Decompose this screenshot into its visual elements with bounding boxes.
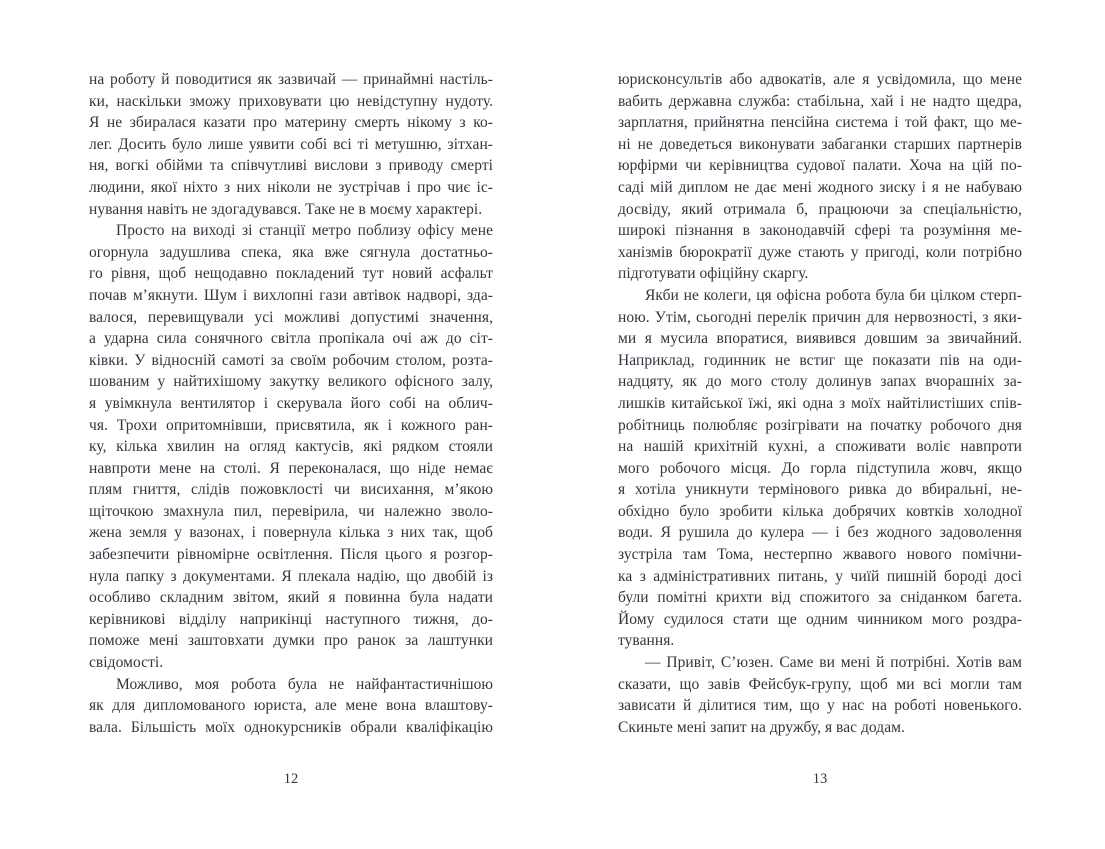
text-line: юрисконсультів або адвокатів, але я усвідомила, що мене: [618, 71, 1022, 88]
text-line: я увімкнула вентилятор і скерувала його собі на облич-: [89, 394, 493, 412]
text-line: керівникові відділу наприкінці наступного тижня, до-: [89, 610, 493, 628]
text-line: плям гниття, слідів пожовклості чи висихання, м’якою: [89, 481, 493, 499]
text-line: підготувати офіційну скаргу.: [618, 265, 809, 283]
text-line: мого робочого місця. До горла підступила жовч, якщо: [618, 459, 1022, 477]
text-line: юрфірми чи керівництва судової палати. Хоча на цій по-: [618, 157, 1022, 175]
text-line: ми я мусила впоратися, виявився довшим за звичайний.: [618, 330, 1022, 348]
text-line: Йому судилося стати ще одним чинником мого роздра-: [618, 610, 1022, 628]
text-line: ханізмів бюрократії дуже стають у пригоді, коли потрібно: [618, 243, 1022, 261]
text-line: Просто на виході зі станції метро поблизу офісу мене: [116, 222, 493, 240]
page-right-text: [618, 69, 1022, 738]
page-right: [618, 69, 1022, 787]
page-right-number: 13: [812, 771, 828, 788]
text-line: зарплатня, прийнятна пенсійна система і той факт, що ме-: [618, 114, 1022, 132]
text-line: людини, якої ніхто з них ніколи не зустрічав і про чиє іс-: [89, 178, 493, 196]
page-left: [89, 69, 493, 787]
text-line: ки, наскільки зможу приховувати цю невідступну нудоту.: [89, 92, 493, 110]
text-line: нула папку з документами. Я плекала надію, що двобій із: [89, 567, 493, 585]
text-line: Якби не колеги, ця офісна робота була би цілком стерп-: [645, 286, 1022, 304]
text-line: шованим у найтихішому закутку великого офісного залу,: [89, 373, 493, 391]
text-line: особливо складним звітом, який я повинна була надати: [89, 589, 493, 607]
text-line: я хотіла уникнути термінового ривка до вбиральні, не-: [618, 481, 1022, 499]
text-line: — Привіт, С’юзен. Саме ви мені й потрібні. Хотів вам: [645, 654, 1022, 672]
text-line: почав м’якнути. Шум і вихлопні гази автівок надворі, зда-: [89, 286, 493, 304]
text-line: го рівня, щоб нещодавно покладений тут новий асфальт: [89, 265, 493, 283]
text-line: ня, вогкі обійми та співчутливі вислови з приводу смерті: [89, 157, 493, 175]
text-line: як для дипломованого юриста, але мене вона влаштову-: [89, 697, 493, 715]
text-line: досвіду, який отримала б, працюючи за спеціальністю,: [618, 200, 1022, 218]
text-line: на роботу й поводитися як зазвичай — принаймні настіль-: [89, 71, 493, 88]
text-line: води. Я рушила до кулера — і без жодного задоволення: [618, 524, 1022, 542]
text-line: Скиньте мені запит на дружбу, я вас додам.: [618, 718, 905, 736]
text-line: ною. Утім, сьогодні перелік причин для нервозності, з яки-: [618, 308, 1022, 326]
text-line: лег. Досить було лише уявити собі всі ті метушню, зітхан-: [89, 135, 493, 153]
text-line: тування.: [618, 632, 675, 650]
text-line: а ударна сила сонячного світла пропікала очі аж до сіт-: [89, 330, 493, 348]
text-line: вала. Більшість моїх однокурсників обрали кваліфікацію: [89, 718, 493, 736]
text-line: зустріла там Тома, нестерпно жвавого нового помічни-: [618, 546, 1022, 564]
text-line: ківки. У відносній самоті за своїм робочим столом, розта-: [89, 351, 493, 369]
text-line: саді мій диплом не дає мені жодного зиску і я не набуваю: [618, 178, 1022, 196]
text-line: чя. Трохи опритомнівши, присвятила, як і кожного ран-: [89, 416, 493, 434]
text-line: забезпечити рівномірне освітлення. Після цього я розгор-: [89, 546, 493, 564]
text-line: свідомості.: [89, 654, 164, 672]
text-line: валося, перевищували усі можливі допустимі значення,: [89, 308, 493, 326]
text-line: щіточкою змахнула пил, перевірила, чи належно зволо-: [89, 502, 493, 520]
page-left-number: 12: [283, 771, 299, 788]
text-line: надцяту, як до мого столу долинув запах вчорашніх за-: [618, 373, 1022, 391]
text-line: огорнула задушлива спека, яка вже сягнула достатньо-: [89, 243, 493, 261]
text-line: Наприклад, годинник не встиг ще показати пів на оди-: [618, 351, 1022, 369]
text-line: ку, кілька хвилин на огляд кактусів, які рядком стояли: [89, 438, 493, 456]
text-line: жена земля у вазонах, і повернула кілька з них так, щоб: [89, 524, 493, 542]
text-line: на нашій крихітній кухні, а споживати воліє навпроти: [618, 438, 1022, 456]
text-line: нування навіть не здогадувався. Таке не в моєму характері.: [89, 200, 483, 218]
text-line: лишків китайської їжі, які одна з моїх найтілистіших спів-: [618, 394, 1022, 412]
text-line: навпроти мене на столі. Я переконалася, що ніде немає: [89, 459, 493, 477]
text-line: поможе мені заштовхати думки про ранок за лаштунки: [89, 632, 493, 650]
text-line: Я не збиралася казати про материну смерть нікому з ко-: [89, 114, 493, 132]
text-line: обхідно було зробити кілька добрячих ковтків холодної: [618, 502, 1022, 520]
text-line: ка з адміністративних питань, у чиїй пишній бороді досі: [618, 567, 1022, 585]
text-line: зависати й ділитися тим, що у нас на роботі новенького.: [618, 697, 1022, 715]
text-line: ні не доведеться виконувати забаганки старших партнерів: [618, 135, 1022, 153]
text-line: робітниць полюбляє розігрівати на початку робочого дня: [618, 416, 1022, 434]
text-line: вабить державна служба: стабільна, хай і не надто щедра,: [618, 92, 1022, 110]
page-left-text: [89, 69, 493, 738]
text-line: сказати, що завів Фейсбук-групу, щоб ми всі могли там: [618, 675, 1022, 693]
text-line: Можливо, моя робота була не найфантастичнішою: [116, 675, 493, 693]
text-line: широкі пізнання в законодавчій сфері та розуміння ме-: [618, 222, 1022, 240]
text-line: були помітні крихти від спожитого за сніданком багета.: [618, 589, 1022, 607]
